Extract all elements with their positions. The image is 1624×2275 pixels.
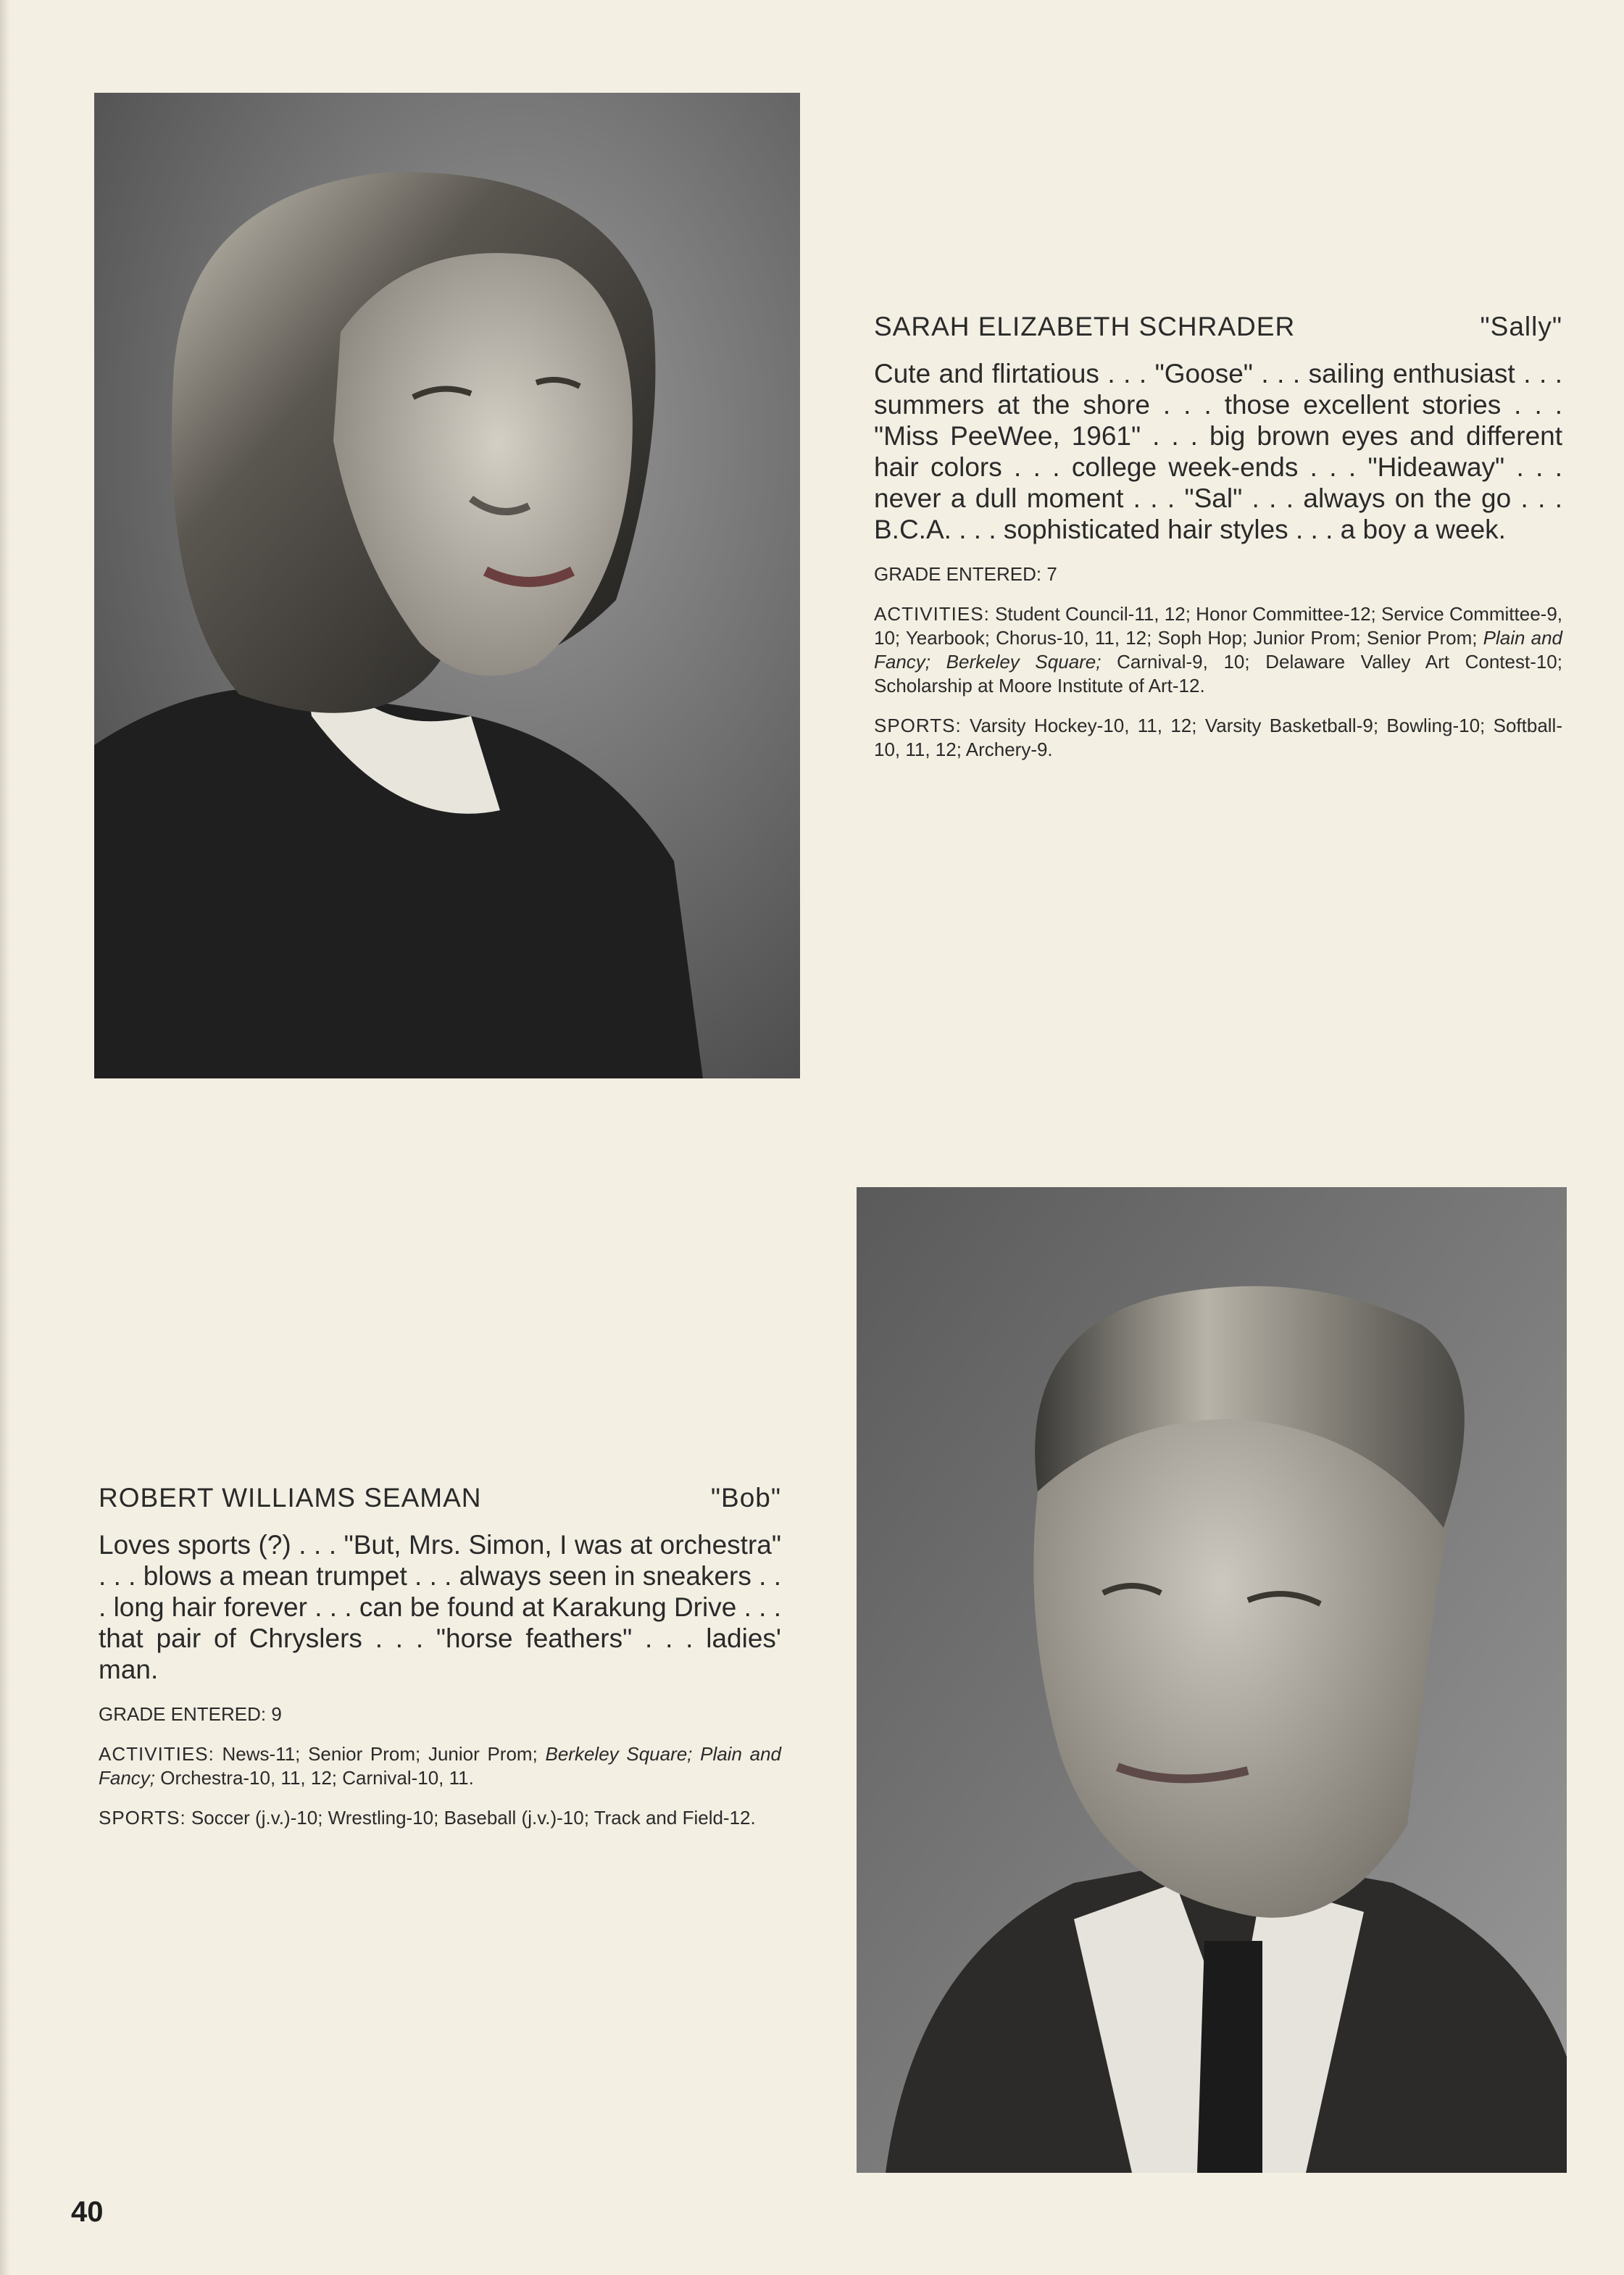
activities-text-2: Carnival-9, 10; Delaware Valley Art Contest-10; Scholarship at Moore Institute of Art-12. bbox=[874, 651, 1562, 696]
student-name: ROBERT WILLIAMS SEAMAN bbox=[99, 1483, 482, 1513]
student-blurb: Cute and flirtatious . . . "Goose" . . . sailing enthusiast . . . summers at the shore . . . those excellent stories . . . "Miss PeeWee, 1961" . . . big brown eyes and different hair colors . . . college week-ends . . . "Hideaway" . . . never a dull moment . . . "Sal" . . . always on the go . . . B.C.A. . . . sophisticated hair styles . . . a boy a week. bbox=[874, 359, 1562, 544]
sports bbox=[99, 1806, 781, 1830]
student-nickname: "Bob" bbox=[710, 1483, 781, 1513]
activities-text-1: Student Council-11, 12; Honor Committee-12; Service Committee-9, 10; Yearbook; Chorus-10, 11, 12; Soph Hop; Junior Prom; Senior Prom; bbox=[874, 603, 1562, 649]
student-blurb: Loves sports (?) . . . "But, Mrs. Simon, I was at orchestra" . . . blows a mean trumpet . . . always seen in sneakers . . . long hair forever . . . can be found at Karakung Drive . . . that pair of Chryslers . . . "horse feathers" . . . ladies' man. bbox=[99, 1530, 781, 1684]
activities-text-1: News-11; Senior Prom; Junior Prom; bbox=[214, 1743, 546, 1765]
activities-text-2: Orchestra-10, 11, 12; Carnival-10, 11. bbox=[155, 1767, 474, 1789]
activities bbox=[99, 1742, 781, 1790]
grade-entered: GRADE ENTERED: 7 bbox=[874, 563, 1057, 585]
activities-italic-text: Plain and Fancy; Berkeley Square; bbox=[874, 627, 1562, 673]
page-number: 40 bbox=[71, 2196, 104, 2228]
portrait-photo-robert bbox=[857, 1187, 1567, 2173]
grade-entered: GRADE ENTERED: 9 bbox=[99, 1703, 282, 1725]
activities-italic-text: Berkeley Square; Plain and Fancy; bbox=[99, 1743, 781, 1789]
name-row bbox=[874, 312, 1562, 342]
bio-sarah bbox=[874, 312, 1562, 778]
portrait-photo-sarah bbox=[94, 93, 800, 1078]
sports bbox=[874, 714, 1562, 762]
activities bbox=[874, 602, 1562, 698]
sports-text: Varsity Hockey-10, 11, 12; Varsity Basketball-9; Bowling-10; Softball-10, 11, 12; Archery-9. bbox=[874, 715, 1562, 760]
name-row bbox=[99, 1483, 781, 1513]
bio-robert bbox=[99, 1483, 781, 1846]
sports-text: Soccer (j.v.)-10; Wrestling-10; Baseball (j.v.)-10; Track and Field-12. bbox=[186, 1807, 756, 1829]
activities-label: ACTIVITIES: bbox=[99, 1743, 215, 1765]
activities-label: ACTIVITIES: bbox=[874, 603, 990, 625]
sports-label: SPORTS: bbox=[874, 715, 962, 736]
student-nickname: "Sally" bbox=[1480, 312, 1562, 341]
student-name: SARAH ELIZABETH SCHRADER bbox=[874, 312, 1296, 341]
sports-label: SPORTS: bbox=[99, 1807, 186, 1829]
page-edge-shadow bbox=[0, 0, 10, 2275]
